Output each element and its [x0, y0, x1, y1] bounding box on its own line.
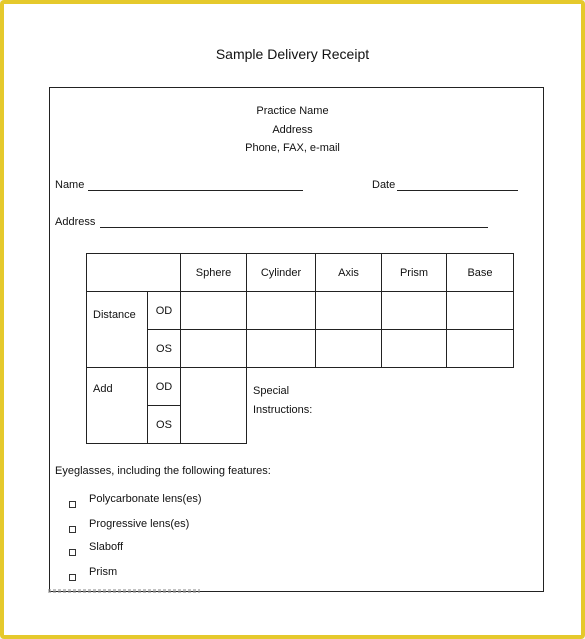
table-corner-cell	[87, 254, 181, 292]
distance-od-cylinder-cell[interactable]	[247, 292, 316, 330]
add-od-label: OD	[148, 368, 181, 406]
column-header-cylinder: Cylinder	[247, 254, 316, 292]
column-header-base: Base	[447, 254, 514, 292]
special-instructions-line1: Special	[253, 385, 290, 397]
address-field[interactable]	[100, 227, 488, 228]
feature-checkbox-progressive[interactable]	[69, 520, 76, 538]
distance-od-prism-cell[interactable]	[382, 292, 447, 330]
distance-od-axis-cell[interactable]	[316, 292, 382, 330]
practice-name: Practice Name	[256, 105, 329, 117]
add-sphere-cell[interactable]	[181, 368, 247, 444]
page-title: Sample Delivery Receipt	[215, 46, 370, 62]
feature-checkbox-polycarbonate[interactable]	[69, 495, 76, 513]
column-header-axis: Axis	[316, 254, 382, 292]
column-header-prism: Prism	[382, 254, 447, 292]
checkbox-icon	[69, 526, 76, 533]
checkbox-icon	[69, 574, 76, 581]
distance-od-label: OD	[148, 292, 181, 330]
feature-label-prism: Prism	[89, 566, 118, 578]
scan-artifact	[48, 589, 200, 593]
feature-label-polycarbonate: Polycarbonate lens(es)	[89, 493, 202, 505]
document-page	[4, 4, 581, 635]
distance-os-base-cell[interactable]	[447, 330, 514, 368]
distance-od-sphere-cell[interactable]	[181, 292, 247, 330]
special-instructions	[247, 368, 514, 444]
feature-checkbox-prism[interactable]	[69, 568, 76, 586]
feature-label-progressive: Progressive lens(es)	[89, 518, 190, 530]
distance-os-cylinder-cell[interactable]	[247, 330, 316, 368]
address-label: Address	[55, 216, 96, 228]
distance-od-base-cell[interactable]	[447, 292, 514, 330]
feature-checkbox-slaboff[interactable]	[69, 543, 76, 561]
practice-contact: Phone, FAX, e-mail	[245, 142, 340, 154]
distance-label: Distance	[87, 292, 148, 368]
checkbox-icon	[69, 501, 76, 508]
prescription-table	[86, 253, 514, 444]
date-field[interactable]	[397, 190, 518, 191]
special-instructions-line2: Instructions:	[253, 404, 313, 416]
date-label: Date	[372, 179, 396, 191]
add-label: Add	[87, 368, 148, 444]
distance-os-prism-cell[interactable]	[382, 330, 447, 368]
features-heading: Eyeglasses, including the following features:	[55, 465, 271, 477]
practice-address: Address	[272, 124, 313, 136]
name-field[interactable]	[88, 190, 303, 191]
feature-label-slaboff: Slaboff	[89, 541, 124, 553]
distance-os-axis-cell[interactable]	[316, 330, 382, 368]
add-os-label: OS	[148, 406, 181, 444]
checkbox-icon	[69, 549, 76, 556]
column-header-sphere: Sphere	[181, 254, 247, 292]
distance-os-label: OS	[148, 330, 181, 368]
name-label: Name	[55, 179, 85, 191]
distance-os-sphere-cell[interactable]	[181, 330, 247, 368]
